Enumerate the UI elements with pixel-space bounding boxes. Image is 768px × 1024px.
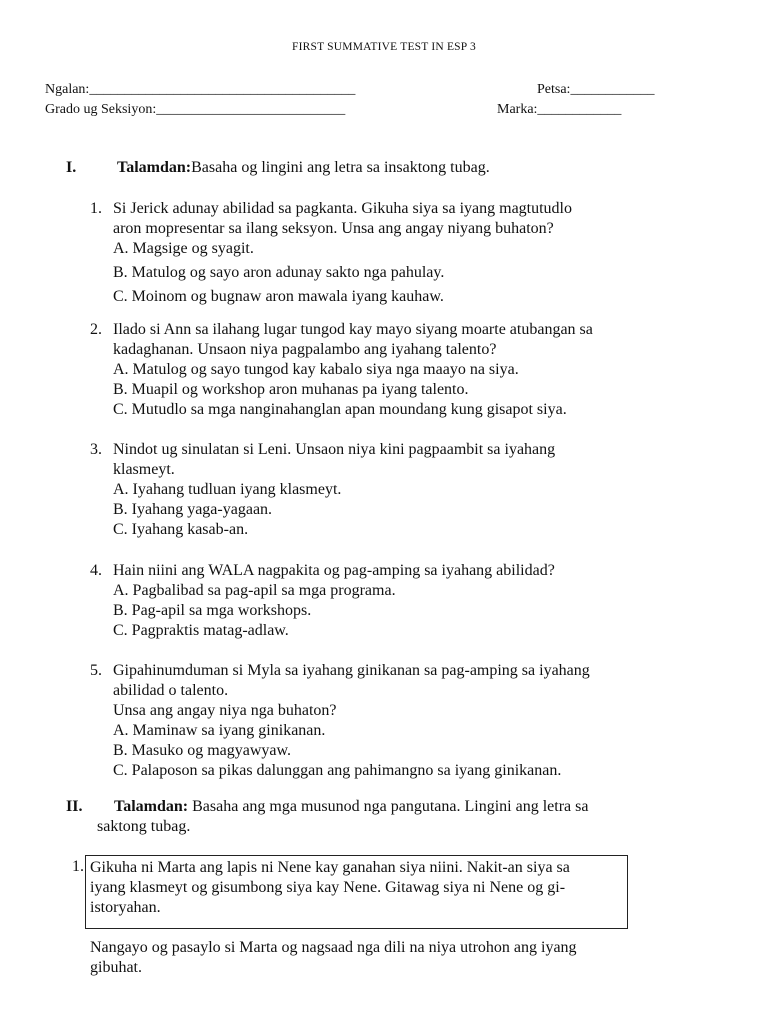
question-line: Gipahinumduman si Myla sa iyahang ginikanan sa pag-amping sa iyahang — [113, 662, 590, 679]
option-c[interactable]: C. Mutudlo sa mga nanginahanglan apan moundang kung gisapot siya. — [113, 401, 567, 418]
passage-number: 1. — [72, 858, 84, 875]
question-line: aron mopresentar sa ilang seksyon. Unsa ang angay niyang buhaton? — [113, 220, 554, 237]
passage-line: gibuhat. — [90, 959, 142, 976]
date-field: Petsa:____________ — [537, 82, 655, 97]
question-2 — [90, 320, 593, 420]
option-a[interactable]: A. Pagbalibad sa pag-apil sa mga programa. — [113, 582, 396, 599]
question-number: 2. — [90, 321, 102, 338]
question-5 — [90, 661, 590, 781]
passage-text — [90, 858, 570, 918]
question-4 — [90, 561, 555, 641]
passage-line: Nangayo og pasaylo si Marta og nagsaad nga dili na niya utrohon ang iyang — [90, 939, 577, 956]
option-b[interactable]: B. Muapil og workshop aron muhanas pa iyang talento. — [113, 381, 469, 398]
question-number: 5. — [90, 662, 102, 679]
section-1-heading — [66, 159, 490, 177]
question-line: kadaghanan. Unsaon niya pagpalambo ang iyahang talento? — [113, 341, 497, 358]
section-2-number: II. — [66, 798, 83, 815]
question-number: 3. — [90, 441, 102, 458]
question-line: Hain niini ang WALA nagpakita og pag-amping sa iyahang abilidad? — [113, 562, 555, 579]
option-c[interactable]: C. Palaposon sa pikas dalunggan ang pahimangno sa iyang ginikanan. — [113, 762, 562, 779]
passage-line: istoryahan. — [90, 899, 161, 916]
option-c[interactable]: C. Moinom og bugnaw aron mawala iyang kauhaw. — [113, 288, 444, 305]
name-field: Ngalan:______________________________________ — [45, 82, 356, 97]
passage-line: Gikuha ni Marta ang lapis ni Nene kay ganahan siya niini. Nakit-an siya sa — [90, 859, 570, 876]
section-1-title-bold: Talamdan: — [117, 159, 192, 176]
question-3 — [90, 440, 555, 540]
question-line: abilidad o talento. — [113, 682, 229, 699]
section-1-instruction: Basaha og lingini ang letra sa insaktong tubag. — [191, 159, 490, 176]
option-c[interactable]: C. Iyahang kasab-an. — [113, 521, 249, 538]
page-title: FIRST SUMMATIVE TEST IN ESP 3 — [292, 41, 476, 53]
section-2-heading — [66, 797, 588, 837]
option-c[interactable]: C. Pagpraktis matag-adlaw. — [113, 622, 289, 639]
question-line: klasmeyt. — [113, 461, 175, 478]
question-line: Unsa ang angay niya nga buhaton? — [113, 702, 337, 719]
option-a[interactable]: A. Magsige og syagit. — [113, 240, 254, 257]
section-1-number: I. — [66, 159, 77, 176]
option-b[interactable]: B. Iyahang yaga-yagaan. — [113, 501, 273, 518]
passage-continuation — [90, 938, 577, 978]
question-line: Si Jerick adunay abilidad sa pagkanta. Gikuha siya sa iyang magtutudlo — [113, 200, 572, 217]
question-number: 1. — [90, 200, 102, 217]
option-a[interactable]: A. Iyahang tudluan iyang klasmeyt. — [113, 481, 342, 498]
section-2-instruction-cont: saktong tubag. — [97, 818, 191, 835]
option-a[interactable]: A. Matulog og sayo tungod kay kabalo siya nga maayo na siya. — [113, 361, 519, 378]
grade-section-field: Grado ug Seksiyon:___________________________ — [45, 102, 346, 117]
score-field: Marka:____________ — [497, 102, 622, 117]
question-number: 4. — [90, 562, 102, 579]
passage-line: iyang klasmeyt og gisumbong siya kay Nene. Gitawag siya ni Nene og gi- — [90, 879, 566, 896]
option-b[interactable]: B. Masuko og magyawyaw. — [113, 742, 292, 759]
question-line: Ilado si Ann sa ilahang lugar tungod kay mayo siyang moarte atubangan sa — [113, 321, 593, 338]
section-2-title-bold: Talamdan: — [114, 798, 189, 815]
option-a[interactable]: A. Maminaw sa iyang ginikanan. — [113, 722, 326, 739]
option-b[interactable]: B. Matulog og sayo aron adunay sakto nga pahulay. — [113, 264, 445, 281]
question-line: Nindot ug sinulatan si Leni. Unsaon niya kini pagpaambit sa iyahang — [113, 441, 556, 458]
section-2-instruction: Basaha ang mga musunod nga pangutana. Lingini ang letra sa — [188, 798, 589, 815]
question-1 — [90, 199, 572, 307]
option-b[interactable]: B. Pag-apil sa mga workshops. — [113, 602, 312, 619]
